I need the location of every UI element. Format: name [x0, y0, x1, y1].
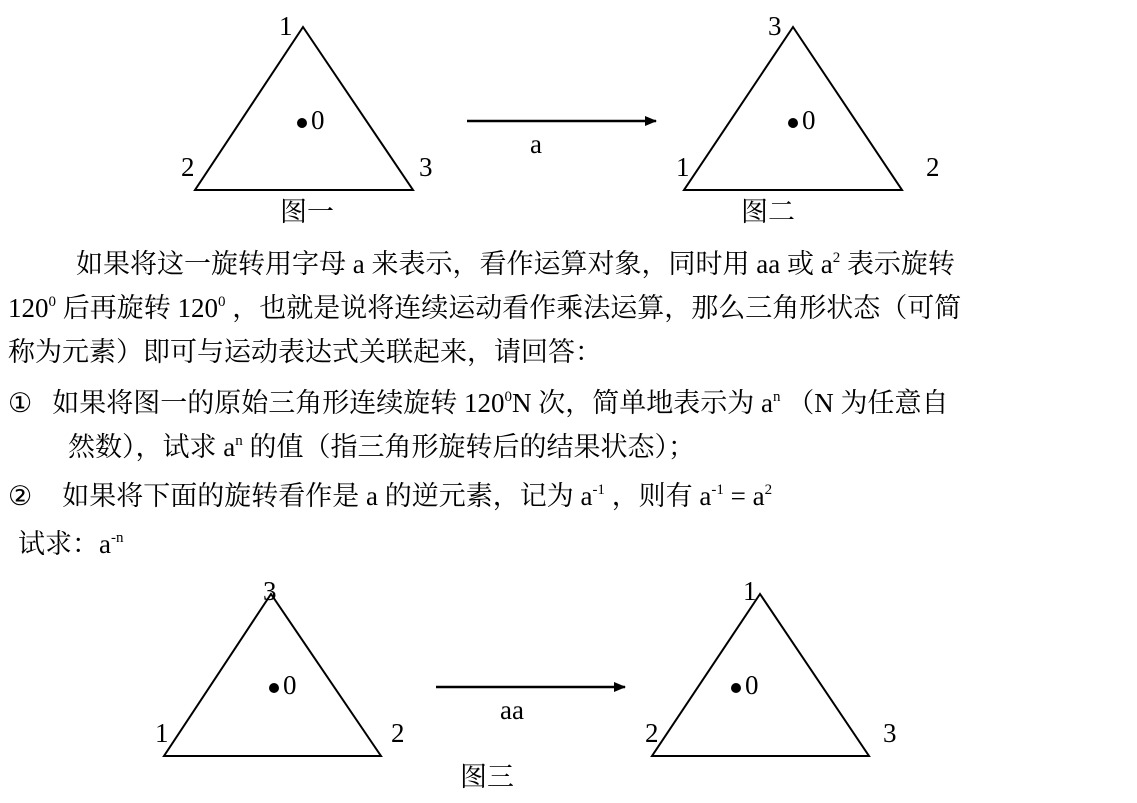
center-label: 0 [283, 670, 297, 700]
figure3-right-triangle [460, 576, 897, 792]
vertex-label-bottom-left: 2 [645, 718, 659, 748]
figure3-arrow [436, 687, 625, 725]
paragraph-line-2: $120^0$ 后再旋转 $120^0$ ，也就是说将连续运动看作乘法运算，那么三角形状态（可简 [8, 293, 962, 323]
triangle-outline [164, 594, 381, 756]
center-dot [269, 683, 279, 693]
vertex-label-top: 3 [263, 576, 277, 606]
question2-marker: ② [8, 481, 33, 511]
vertex-label-top: 1 [279, 11, 293, 41]
figure1-left-triangle [181, 11, 433, 227]
center-dot [297, 118, 307, 128]
paragraph-line-3: 称为元素）即可与运动表达式关联起来，请回答： [8, 337, 602, 367]
center-dot [788, 118, 798, 128]
center-label: 0 [802, 105, 816, 135]
question2-line-2: 试求：$a^{-n}$ [18, 529, 124, 559]
vertex-label-bottom-right: 2 [391, 718, 405, 748]
paragraph-line-1: 如果将这一旋转用字母 a 来表示，看作运算对象，同时用 aa 或 $a^2$ 表示旋转 [76, 249, 955, 279]
vertex-label-bottom-left: 2 [181, 152, 195, 182]
vertex-label-top: 3 [768, 11, 782, 41]
figure3-left-triangle [155, 576, 405, 756]
vertex-label-top: 1 [743, 576, 757, 606]
question1-line-2: 然数），试求 $a^n$ 的值（指三角形旋转后的结果状态）； [68, 432, 695, 462]
center-label: 0 [311, 105, 325, 135]
arrow-label: a [530, 129, 542, 159]
triangle-outline [684, 27, 902, 190]
figure1-caption: 图一 [280, 197, 334, 227]
vertex-label-bottom-right: 2 [926, 152, 940, 182]
triangle-outline [652, 594, 869, 756]
vertex-label-bottom-left: 1 [676, 152, 690, 182]
vertex-label-bottom-left: 1 [155, 718, 169, 748]
figure2-triangle [676, 11, 940, 227]
vertex-label-bottom-right: 3 [883, 718, 897, 748]
figure2-caption: 图二 [741, 197, 795, 227]
center-label: 0 [745, 670, 759, 700]
figure1-arrow [467, 121, 656, 159]
arrow-label: aa [500, 695, 524, 725]
figure3-caption: 图三 [460, 762, 514, 792]
vertex-label-bottom-right: 3 [419, 152, 433, 182]
question1-line-1: ① 如果将图一的原始三角形连续旋转 $120^0N$ 次，简单地表示为 $a^n$ （N 为任意自 [8, 388, 949, 418]
triangle-outline [195, 27, 413, 190]
center-dot [731, 683, 741, 693]
question1-marker: ① [8, 388, 33, 418]
question2-line-1: ② 如果将下面的旋转看作是 a 的逆元素，记为 $a^{-1}$ ，则有 $a^{-1} = a^2$ [8, 481, 773, 511]
